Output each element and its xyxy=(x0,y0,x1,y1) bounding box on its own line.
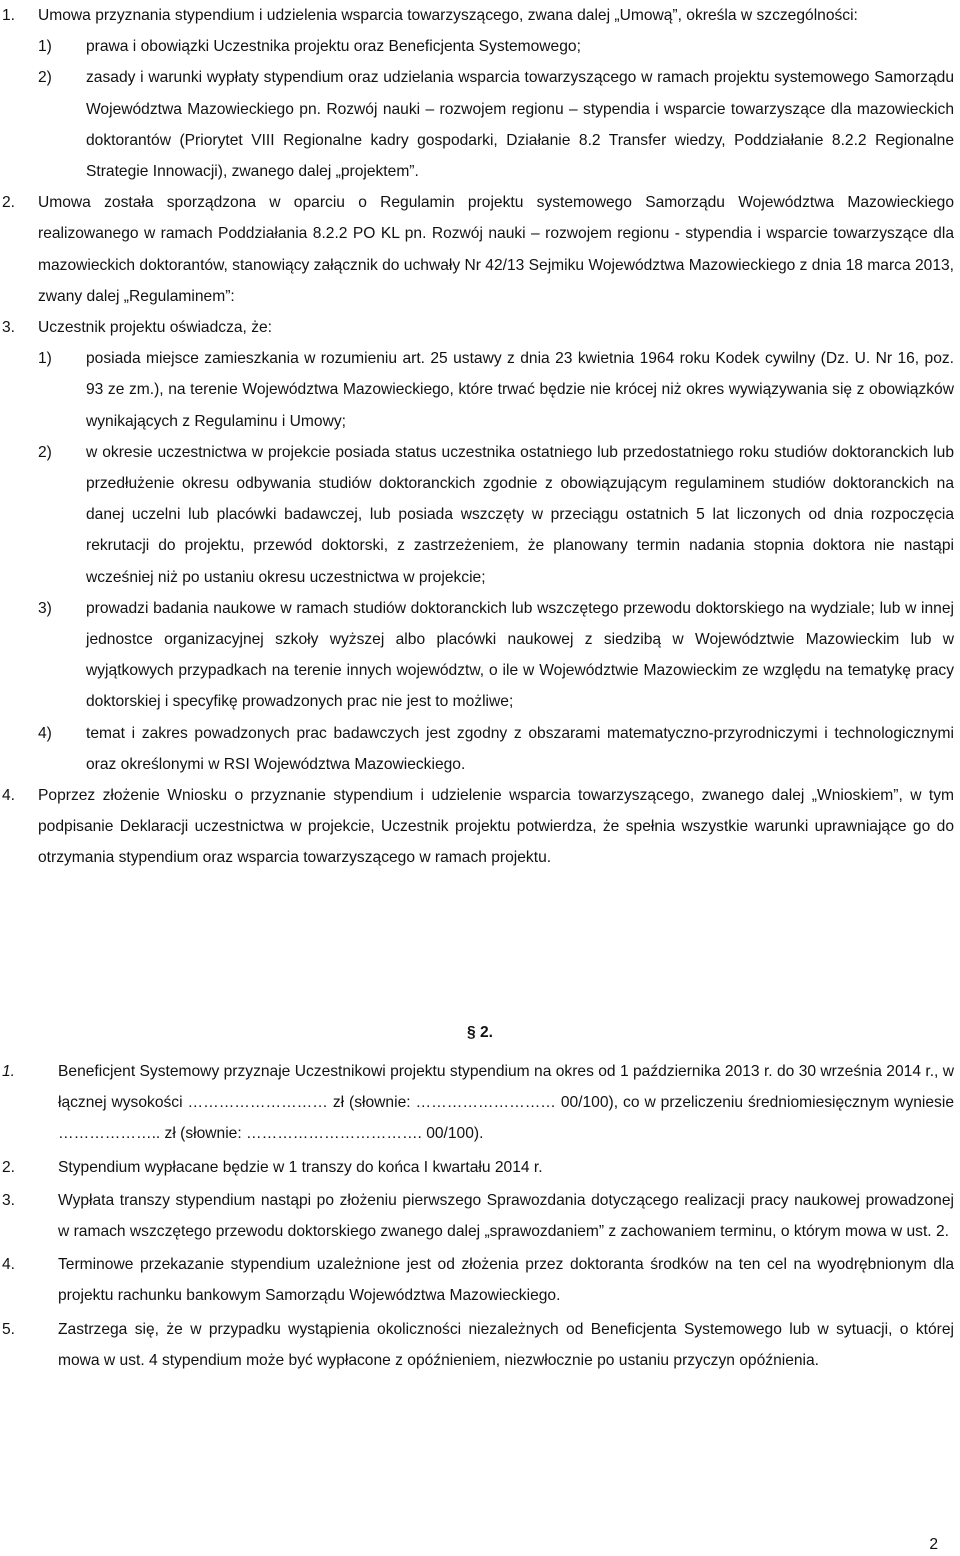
subpoint-1-1 xyxy=(0,31,960,62)
section-heading xyxy=(0,1024,960,1042)
paragraph-number: 1. xyxy=(2,1063,16,1080)
paragraph-text: Poprzez złożenie Wniosku o przyznanie stypendium i udzielenie wsparcia towarzyszącego, zwanego dalej „Wnioskiem”, w tym podpisanie Deklaracji uczestnictwa w projekcie, Uczestnik projektu potwierdza, że spełnia wszystkie warunki uprawniające go do otrzymania stypendium oraz wsparcia towarzyszącego w ramach projektu. xyxy=(38,787,954,867)
subpoint-3-2 xyxy=(0,437,960,593)
paragraph-number: 2. xyxy=(2,1158,16,1176)
section-heading-text: § 2. xyxy=(466,1024,493,1041)
paragraph-s2-3 xyxy=(0,1185,960,1247)
subpoint-text: posiada miejsce zamieszkania w rozumieniu art. 25 ustawy z dnia 23 kwietnia 1964 roku Kodek cywilny (Dz. U. Nr 16, poz. 93 ze zm.), na terenie Województwa Mazowieckiego, które trwać będzie nie krócej niż okres wywiązywania się z obowiązków wynikających z Regulaminu i Umowy; xyxy=(86,350,954,430)
paragraph-1 xyxy=(0,0,960,31)
subpoint-text: temat i zakres powadzonych prac badawczych jest zgodny z obszarami matematyczno-przyrodniczymi i technologicznymi oraz określonymi w RSI Województwa Mazowieckiego. xyxy=(86,724,954,773)
paragraph-number: 1. xyxy=(2,7,16,24)
paragraph-number: 3. xyxy=(2,1191,16,1209)
paragraph-text: Umowa przyznania stypendium i udzielenia wsparcia towarzyszącego, zwana dalej „Umową”, określa w szczególności: xyxy=(38,7,858,24)
paragraph-s2-5 xyxy=(0,1314,960,1376)
paragraph-text: Zastrzega się, że w przypadku wystąpienia okoliczności niezależnych od Beneficjenta Systemowego lub w sytuacji, o której mowa w ust. 4 stypendium może być wypłacone z opóźnieniem, niezwłocznie po ustaniu przyczyn opóźnienia. xyxy=(58,1320,954,1369)
subpoint-text: zasady i warunki wypłaty stypendium oraz udzielania wsparcia towarzyszącego w ramach projektu systemowego Samorządu Województwa Mazowieckiego pn. Rozwój nauki – rozwojem regionu – stypendia i wsparcie towarzyszące dla mazowieckich doktorantów (Priorytet VIII Regionalne kadry gospodarki, Działanie 8.2 Transfer wiedzy, Poddziałanie 8.2.2 Regionalne Strategie Innowacji), zwanego dalej „projektem”. xyxy=(86,69,954,181)
subpoint-3-1 xyxy=(0,343,960,437)
paragraph-text: Uczestnik projektu oświadcza, że: xyxy=(38,319,273,337)
paragraph-text: Terminowe przekazanie stypendium uzależnione jest od złożenia przez doktoranta środków na ten cel na wyodrębnionym dla projektu rachunku bankowym Samorządu Województwa Mazowieckiego. xyxy=(58,1256,954,1305)
paragraph-number: 4. xyxy=(2,787,16,805)
paragraph-number: 3. xyxy=(2,319,16,337)
paragraph-text: Wypłata transzy stypendium nastąpi po złożeniu pierwszego Sprawozdania dotyczącego realizacji pracy naukowej prowadzonej w ramach wszczętego przewodu doktorskiego zwanego dalej „sprawozdaniem” z zachowaniem terminu, o którym mowa w ust. 2. xyxy=(58,1191,954,1241)
paragraph-s2-2 xyxy=(0,1152,960,1183)
subpoint-text: w okresie uczestnictwa w projekcie posiada status uczestnika ostatniego lub przedostatniego roku studiów doktoranckich lub przedłużenie okresu odbywania studiów doktoranckich zgodnie z obowiązującym regulaminem studiów doktoranckich na danej uczelni lub placówki badawczej, lub posiada wszczęty w przeciągu ostatnich 5 lat liczonych od dnia rozpoczęcia rekrutacji do projektu, przewód doktorski, z zastrzeżeniem, że planowany termin nadania stopnia doktora nie nastąpi wcześniej niż po ustaniu okresu uczestnictwa w projekcie; xyxy=(86,443,954,586)
subpoint-3-4 xyxy=(0,718,960,780)
paragraph-3 xyxy=(0,312,960,343)
paragraph-s2-4 xyxy=(0,1249,960,1311)
paragraph-text: Umowa została sporządzona w oparciu o Regulamin projektu systemowego Samorządu Województwa Mazowieckiego realizowanego w ramach Poddziałania 8.2.2 PO KL pn. Rozwój nauki – rozwojem regionu - stypendia i wsparcie towarzyszące dla mazowieckich doktorantów, stanowiący załącznik do uchwały Nr 42/13 Sejmiku Województwa Mazowieckiego z dnia 18 marca 2013, zwany dalej „Regulaminem”: xyxy=(38,194,954,305)
section-2 xyxy=(0,1056,960,1378)
paragraph-text: Stypendium wypłacane będzie w 1 transzy do końca I kwartału 2014 r. xyxy=(58,1158,543,1176)
paragraph-number: 5. xyxy=(2,1320,16,1338)
paragraph-number: 4. xyxy=(2,1256,16,1274)
paragraph-s2-1 xyxy=(0,1056,960,1150)
subpoint-number: 1) xyxy=(38,38,52,56)
paragraph-text: Beneficjent Systemowy przyznaje Uczestnikowi projektu stypendium na okres od 1 października 2013 r. do 30 września 2014 r., w łącznej wysokości ……………………… zł (słownie: ……………………… 00/100), co w przeliczeniu średniomiesięcznym wyniesie ……………….. zł (słownie: ……………………………. 00/100). xyxy=(58,1063,954,1143)
subpoint-number: 1) xyxy=(38,350,52,368)
subpoint-number: 3) xyxy=(38,599,52,617)
subpoint-1-2 xyxy=(0,62,960,187)
paragraph-2 xyxy=(0,187,960,312)
paragraph-4 xyxy=(0,780,960,874)
subpoint-3-3 xyxy=(0,593,960,718)
page-number: 2 xyxy=(929,1536,938,1553)
subpoint-text: prowadzi badania naukowe w ramach studiów doktoranckich lub wszczętego przewodu doktorskiego na wydziale; lub w innej jednostce organizacyjnej szkoły wyższej albo placówki naukowej z siedzibą w Województwie Mazowieckim lub w wyjątkowych przypadkach na terenie innych województw, o ile w Województwie Mazowieckim ze względu na tematykę pracy doktorskiej i specyfikę prowadzonych prac nie jest to możliwe; xyxy=(86,599,954,711)
subpoint-number: 2) xyxy=(38,69,52,87)
subpoint-text: prawa i obowiązki Uczestnika projektu oraz Beneficjenta Systemowego; xyxy=(86,38,581,56)
paragraph-number: 2. xyxy=(2,194,16,212)
subpoint-number: 4) xyxy=(38,724,52,742)
subpoint-number: 2) xyxy=(38,443,52,461)
